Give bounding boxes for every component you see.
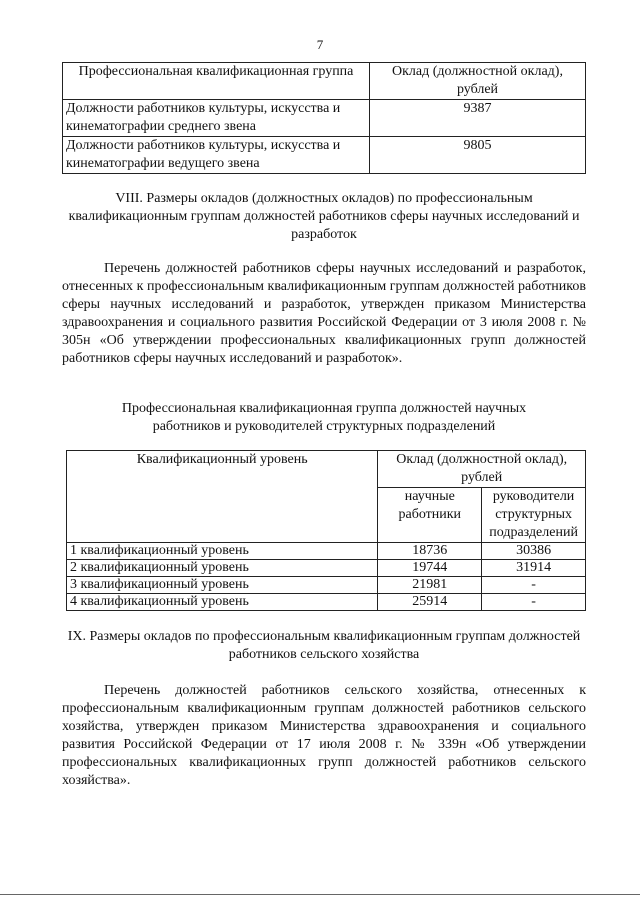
- subheader-researchers: научные работники: [378, 488, 482, 543]
- table-header-row: [67, 451, 586, 488]
- table-row: [67, 543, 586, 560]
- table-row: [63, 100, 586, 137]
- header-level: Квалификационный уровень: [67, 451, 378, 543]
- section-8-heading: VIII. Размеры окладов (должностных окладов) по профессиональным квалификационным группам должностей работников сферы научных исследований и разработок: [68, 191, 580, 242]
- heads-salary-cell: 30386: [482, 543, 586, 560]
- section-9-paragraph-text: Перечень должностей работников сельского хозяйства, отнесенных к профессиональным квалификационным группам должностей работников сельского хозяйства, утвержден приказом Министерства здравоохранения и социального развития Российской Федерации от 17 июля 2008 г. № 339н «Об утверждении профессиональных квалификационных групп должностей работников сельского хозяйства».: [62, 683, 586, 788]
- science-salary-table: [66, 450, 586, 611]
- table-row: [63, 137, 586, 174]
- level-cell: 2 квалификационный уровень: [67, 560, 378, 577]
- heads-salary-cell: 31914: [482, 560, 586, 577]
- table-row: [67, 577, 586, 594]
- heads-salary-cell: -: [482, 577, 586, 594]
- table-row: [67, 560, 586, 577]
- level-cell: 3 квалификационный уровень: [67, 577, 378, 594]
- researchers-salary-cell: 21981: [378, 577, 482, 594]
- table-header-row: [63, 63, 586, 100]
- researchers-salary-cell: 19744: [378, 560, 482, 577]
- page-bottom-rule: [0, 894, 640, 895]
- header-salary: Оклад (должностной оклад), рублей: [370, 63, 586, 100]
- table-2-title: Профессиональная квалификационная группа должностей научных работников и руководителей структурных подразделений: [121, 401, 527, 434]
- level-cell: 4 квалификационный уровень: [67, 594, 378, 611]
- section-9-paragraph: [62, 682, 586, 790]
- group-cell: Должности работников культуры, искусства и кинематографии ведущего звена: [63, 137, 370, 174]
- table-row: [67, 594, 586, 611]
- header-group: Профессиональная квалификационная группа: [63, 63, 370, 100]
- section-9-heading: IX. Размеры окладов по профессиональным квалификационным группам должностей работников сельского хозяйства: [67, 629, 581, 662]
- salary-cell: 9805: [370, 137, 586, 174]
- header-salary: Оклад (должностной оклад), рублей: [378, 451, 586, 488]
- researchers-salary-cell: 25914: [378, 594, 482, 611]
- culture-salary-table: [62, 62, 586, 174]
- section-8-paragraph: [62, 260, 586, 368]
- page-number: 7: [316, 37, 324, 52]
- level-cell: 1 квалификационный уровень: [67, 543, 378, 560]
- heads-salary-cell: -: [482, 594, 586, 611]
- researchers-salary-cell: 18736: [378, 543, 482, 560]
- group-cell: Должности работников культуры, искусства и кинематографии среднего звена: [63, 100, 370, 137]
- section-8-paragraph-text: Перечень должностей работников сферы научных исследований и разработок, отнесенных к профессиональным квалификационным группам должностей работников сферы научных исследований и разработок, утвержден приказом Министерства здравоохранения и социального развития Российской Федерации от 3 июля 2008 г. № 305н «Об утверждении профессиональных квалификационных групп должностей работников сферы научных исследований и разработок».: [62, 261, 586, 366]
- salary-cell: 9387: [370, 100, 586, 137]
- subheader-heads: руководители структурных подразделений: [482, 488, 586, 543]
